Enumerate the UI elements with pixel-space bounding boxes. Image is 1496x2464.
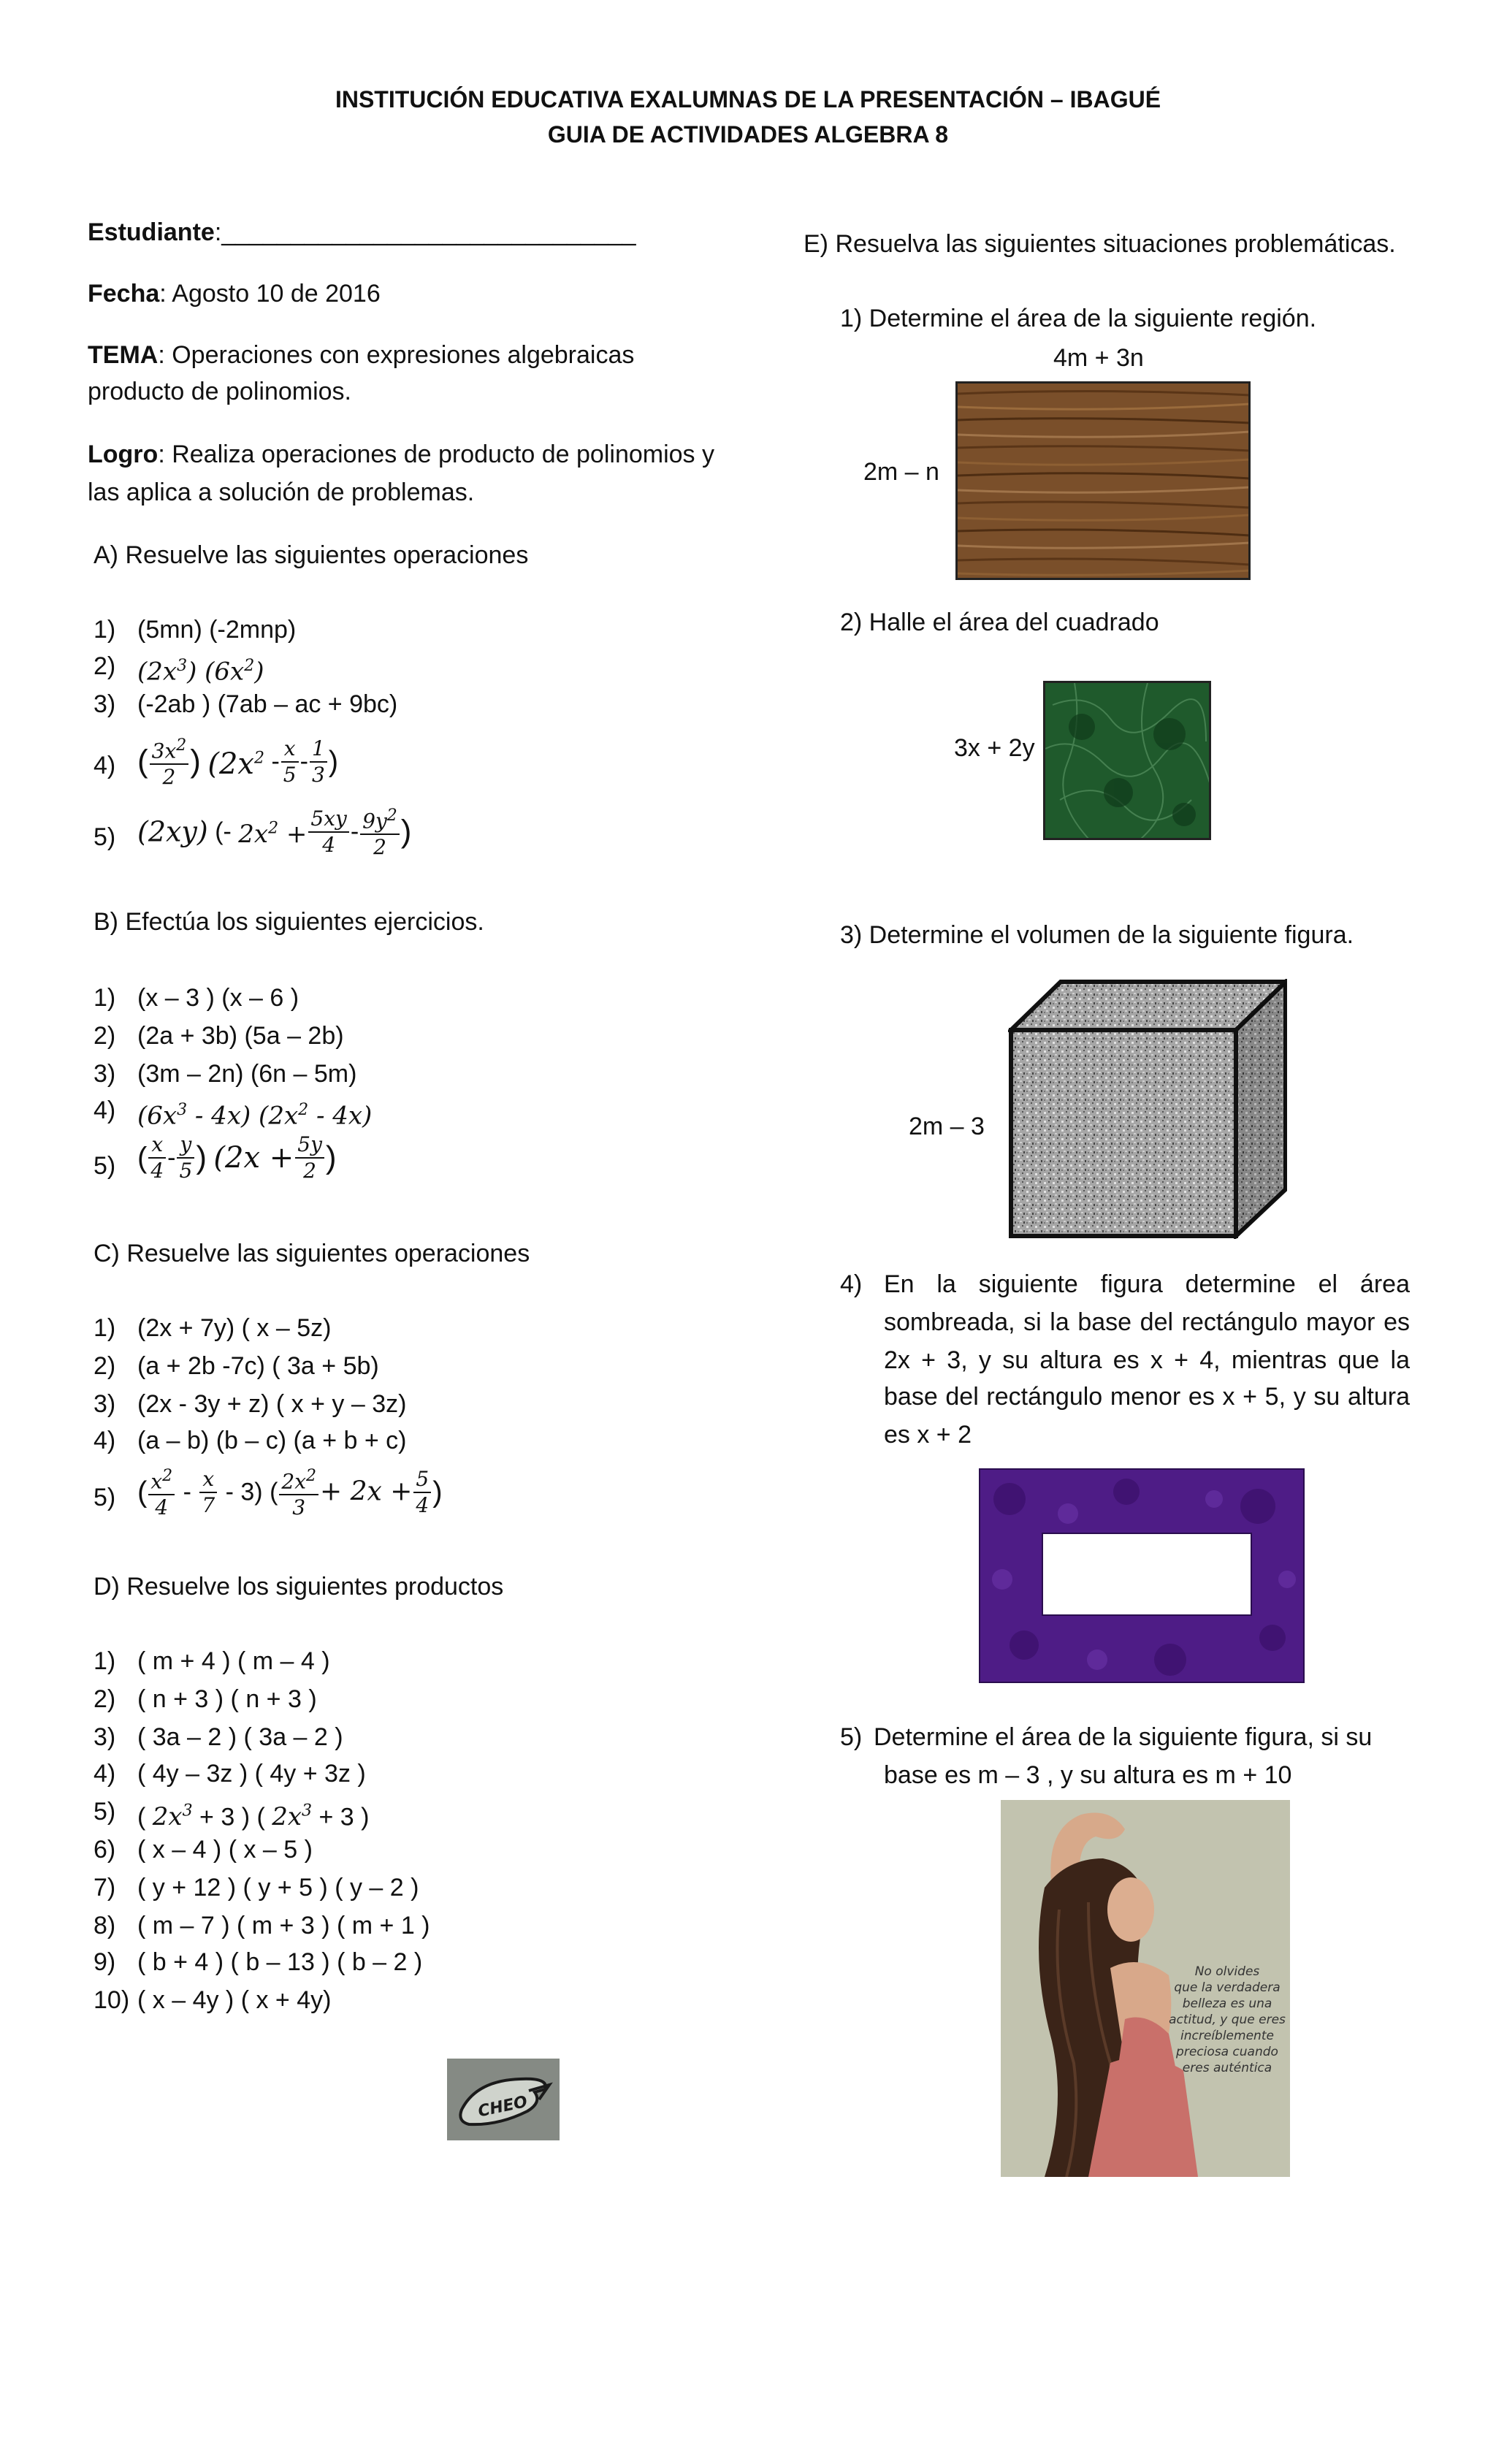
problem-5-number: 5) <box>840 1723 863 1751</box>
date-label: Fecha <box>88 280 160 308</box>
formula: (2xy) (- $2x^2$ + $\frac{5xy}{4}$ - $\frac{9y^2}{2}$ ) <box>137 804 411 860</box>
problem-2-text: 2) Halle el área del cuadrado <box>840 609 1159 636</box>
formula: ( $\frac{x}{4}$ - $\frac{y}{5}$ ) (2x + $\frac{5y}{2}$ ) <box>137 1132 337 1183</box>
green-texture <box>1045 683 1210 839</box>
problem-1-text: 1) Determine el área de la siguiente región. <box>840 305 1317 332</box>
section-d-item-5: 5) ( $2x^3 + 3$ ) ( $2x^3 + 3$ ) <box>94 1796 115 1828</box>
topic-label: TEMA <box>88 341 159 369</box>
problem-5-line-2: base es m – 3 , y su altura es m + 10 <box>884 1761 1292 1789</box>
date-value: : Agosto 10 de 2016 <box>159 280 381 308</box>
granite-cube <box>1008 979 1287 1239</box>
section-c-title: C) Resuelve las siguientes operaciones <box>94 1240 530 1267</box>
poster-image <box>1001 1800 1290 2177</box>
section-d-item-4: 4) ( 4y – 3z ) ( 4y + 3z ) <box>94 1760 366 1788</box>
svg-text:CHEO: CHEO <box>476 2092 530 2121</box>
formula: ( $2x^3 + 3$ ) ( $2x^3 + 3$ ) <box>137 1802 370 1832</box>
inner-white-rectangle <box>1042 1533 1252 1616</box>
svg-text:No olvides: No olvides <box>1194 1964 1260 1979</box>
problem-4-line-4: base del rectángulo menor es x + 5, y su altura <box>884 1383 1410 1411</box>
problem-3-text: 3) Determine el volumen de la siguiente figura. <box>840 921 1354 949</box>
formula: $(6x^3 - 4x)$ $(2x^2 - 4x)$ <box>137 1101 373 1131</box>
section-b-title: B) Efectúa los siguientes ejercicios. <box>94 908 484 936</box>
section-b-item-1: 1) (x – 3 ) (x – 6 ) <box>94 984 299 1012</box>
green-square <box>1043 681 1211 840</box>
guide-title: GUIA DE ACTIVIDADES ALGEBRA 8 <box>547 121 949 148</box>
problem-4-line-1: En la siguiente figura determine el área <box>884 1270 1410 1298</box>
svg-text:actitud, y que eres: actitud, y que eres <box>1169 2013 1286 2027</box>
section-b-item-2: 2) (2a + 3b) (5a – 2b) <box>94 1022 344 1050</box>
topic-line <box>88 339 634 371</box>
student-label: Estudiante <box>88 218 215 246</box>
problem-1-top-label: 4m + 3n <box>1053 344 1144 372</box>
wood-rectangle <box>955 381 1251 580</box>
date-line <box>88 278 381 310</box>
svg-text:preciosa cuando: preciosa cuando <box>1176 2045 1278 2059</box>
section-e-title: E) Resuelva las siguientes situaciones problemáticas. <box>804 230 1396 258</box>
goal-line <box>88 438 714 470</box>
section-d-item-9: 9) ( b + 4 ) ( b – 13 ) ( b – 2 ) <box>94 1948 423 1976</box>
problem-2-side-label: 3x + 2y <box>954 734 1035 762</box>
svg-text:increíblemente: increíblemente <box>1180 2029 1274 2043</box>
poster-svg <box>1001 1800 1290 2177</box>
section-a-item-2: 2) $(2x^3)$ $(6x^2)$ <box>94 650 115 682</box>
topic-value-2: producto de polinomios. <box>88 378 352 405</box>
stamp-logo <box>447 2059 560 2140</box>
section-d-title: D) Resuelve los siguientes productos <box>94 1573 504 1601</box>
section-b-item-3: 3) (3m – 2n) (6n – 5m) <box>94 1060 357 1088</box>
goal-label: Logro <box>88 440 159 468</box>
problem-1-side-label: 2m – n <box>863 458 939 486</box>
formula: ( $\frac{x^2}{4}$ - $\frac{x}{7}$ - 3) ( $\frac{2x^2}{3}$ + 2x + $\frac{5}{4}$ ) <box>137 1464 443 1520</box>
svg-text:belleza es una: belleza es una <box>1182 1996 1272 2011</box>
problem-5-line-1: Determine el área de la siguiente figura, si su <box>874 1723 1373 1751</box>
section-d-item-2: 2) ( n + 3 ) ( n + 3 ) <box>94 1685 317 1713</box>
section-c-item-3: 3) (2x - 3y + z) ( x + y – 3z) <box>94 1390 407 1418</box>
section-c-item-1: 1) (2x + 7y) ( x – 5z) <box>94 1314 332 1342</box>
school-title: INSTITUCIÓN EDUCATIVA EXALUMNAS DE LA PRESENTACIÓN – IBAGUÉ <box>335 86 1161 112</box>
purple-outer-rectangle <box>979 1468 1305 1683</box>
section-b-item-4: 4) $(6x^3 - 4x)$ $(2x^2 - 4x)$ <box>94 1094 115 1126</box>
section-d-item-1: 1) ( m + 4 ) ( m – 4 ) <box>94 1647 330 1675</box>
problem-4-line-3: 2x + 3, y su altura es x + 4, mientras que la <box>884 1346 1410 1374</box>
section-d-item-10: 10) ( x – 4y ) ( x + 4y) <box>94 1986 332 2014</box>
section-c-item-4: 4) (a – b) (b – c) (a + b + c) <box>94 1427 407 1454</box>
svg-text:que la verdadera: que la verdadera <box>1174 1980 1281 1995</box>
problem-3-side-label: 2m – 3 <box>909 1113 985 1140</box>
section-c-item-2: 2) (a + 2b -7c) ( 3a + 5b) <box>94 1352 379 1380</box>
problem-4-line-5: es x + 2 <box>884 1421 972 1449</box>
formula: ( $\frac{3x^2}{2}$ ) ($2x^2$ - $\frac{x}{5}$ - $\frac{1}{3}$ ) <box>137 733 338 790</box>
section-d-item-8: 8) ( m – 7 ) ( m + 3 ) ( m + 1 ) <box>94 1912 430 1939</box>
topic-value: : Operaciones con expresiones algebraicas <box>158 341 635 369</box>
section-a-item-3: 3) (-2ab ) (7ab – ac + 9bc) <box>94 690 398 718</box>
problem-4-line-2: sombreada, si la base del rectángulo mayor es <box>884 1308 1410 1336</box>
goal-value-2: las aplica a solución de problemas. <box>88 478 475 506</box>
svg-text:eres auténtica: eres auténtica <box>1182 2061 1272 2075</box>
section-a-title: A) Resuelve las siguientes operaciones <box>94 541 529 569</box>
stamp-logo-svg <box>447 2059 560 2140</box>
section-d-item-6: 6) ( x – 4 ) ( x – 5 ) <box>94 1836 313 1864</box>
section-d-item-7: 7) ( y + 12 ) ( y + 5 ) ( y – 2 ) <box>94 1874 419 1902</box>
section-d-item-3: 3) ( 3a – 2 ) ( 3a – 2 ) <box>94 1723 343 1751</box>
problem-4-number: 4) <box>840 1270 863 1298</box>
student-line <box>88 216 636 248</box>
goal-value: : Realiza operaciones de producto de polinomios y <box>158 440 714 468</box>
student-blank: :______________________________ <box>214 218 636 246</box>
wood-texture <box>958 384 1250 579</box>
cube-svg <box>1008 979 1287 1239</box>
section-a-item-1: 1) (5mn) (-2mnp) <box>94 616 297 644</box>
formula: $(2x^3)$ $(6x^2)$ <box>137 657 264 687</box>
